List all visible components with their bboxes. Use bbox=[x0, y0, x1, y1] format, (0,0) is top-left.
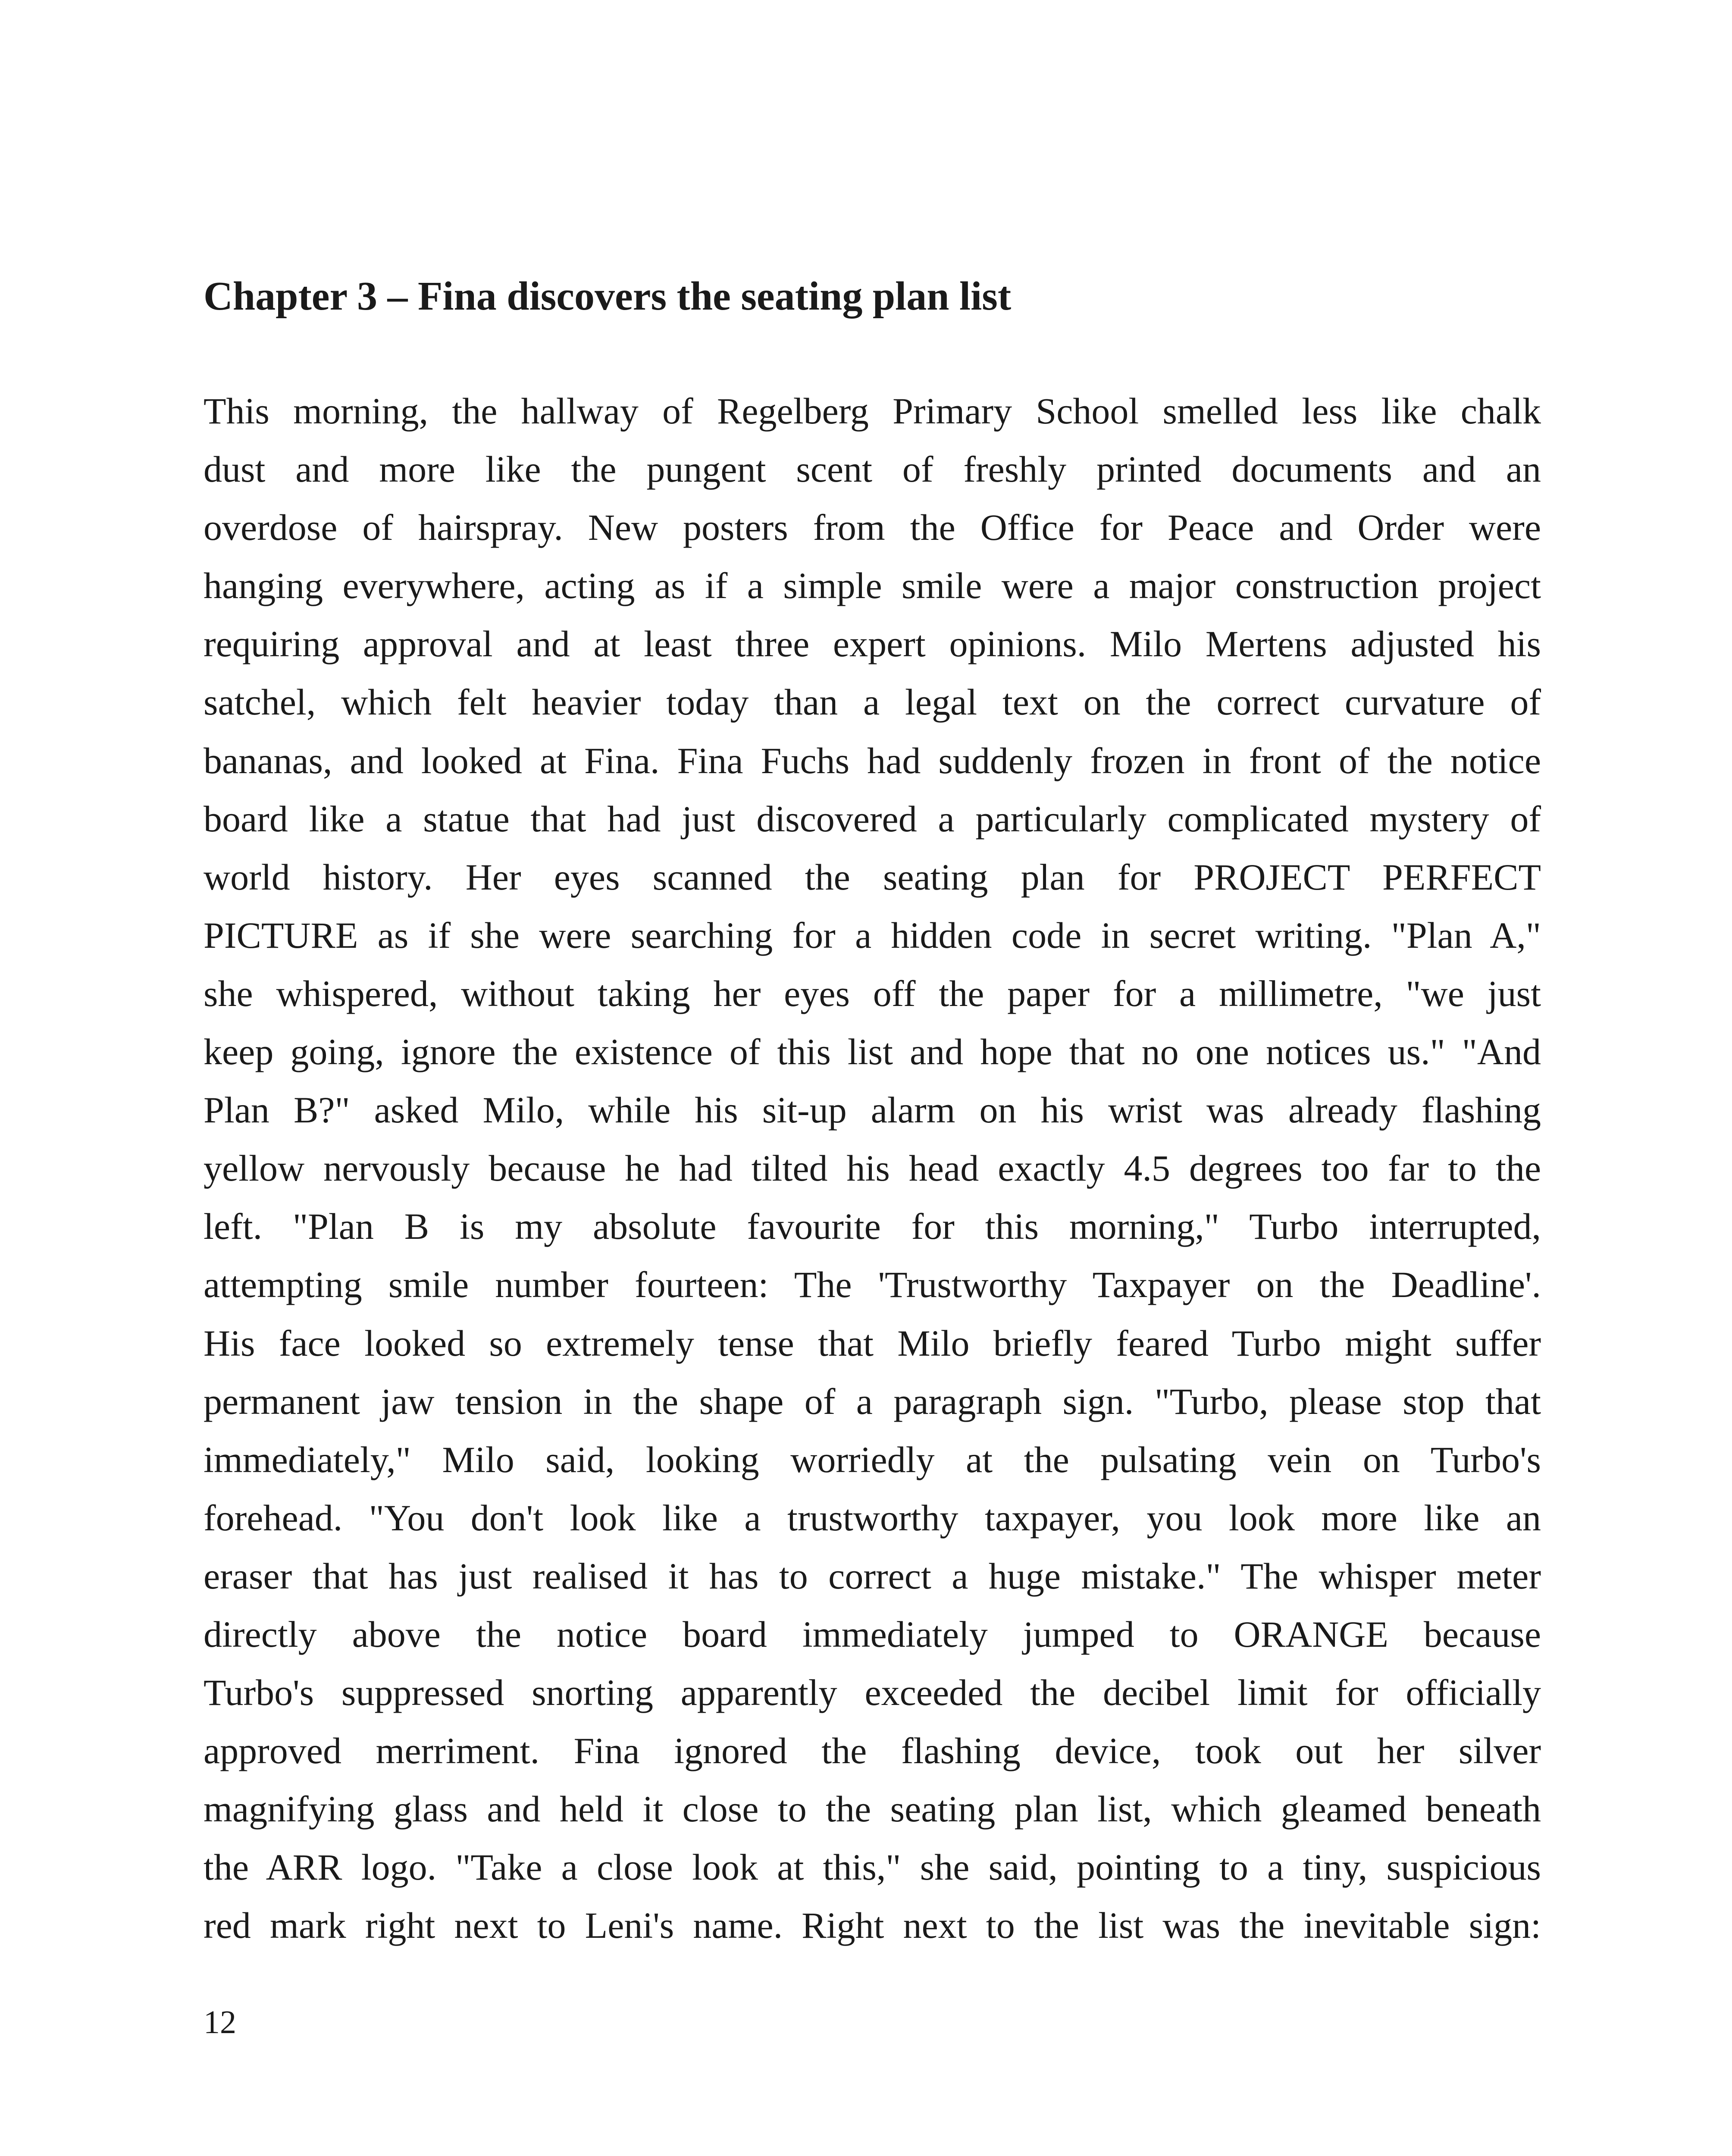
text-line: overdose of hairspray. New posters from the Office for Peace and Order were bbox=[204, 507, 1541, 548]
text-line: permanent jaw tension in the shape of a paragraph sign. "Turbo, please stop that bbox=[204, 1380, 1541, 1422]
page-number: 12 bbox=[204, 2004, 236, 2040]
text-line: keep going, ignore the existence of this list and hope that no one notices us." "And bbox=[204, 1031, 1541, 1073]
text-line: His face looked so extremely tense that Milo briefly feared Turbo might suffer bbox=[204, 1322, 1541, 1364]
text-line: bananas, and looked at Fina. Fina Fuchs had suddenly frozen in front of the notice bbox=[204, 740, 1541, 781]
text-line: dust and more like the pungent scent of freshly printed documents and an bbox=[204, 448, 1541, 490]
text-line: board like a statue that had just discovered a particularly complicated mystery of bbox=[204, 798, 1541, 840]
text-line: left. "Plan B is my absolute favourite for this morning," Turbo interrupted, bbox=[204, 1206, 1541, 1247]
text-line: immediately," Milo said, looking worriedly at the pulsating vein on Turbo's bbox=[204, 1438, 1541, 1480]
text-line: the ARR logo. "Take a close look at this," she said, pointing to a tiny, suspicious bbox=[204, 1846, 1541, 1888]
chapter-title: Chapter 3 – Fina discovers the seating plan list bbox=[204, 274, 1012, 319]
body-text bbox=[204, 382, 1541, 1955]
text-line: approved merriment. Fina ignored the flashing device, took out her silver bbox=[204, 1730, 1541, 1772]
text-line: red mark right next to Leni's name. Right next to the list was the inevitable sign: bbox=[204, 1905, 1541, 1946]
text-line: Turbo's suppressed snorting apparently exceeded the decibel limit for officially bbox=[204, 1672, 1541, 1714]
text-line: she whispered, without taking her eyes off the paper for a millimetre, "we just bbox=[204, 972, 1541, 1014]
text-line: yellow nervously because he had tilted his head exactly 4.5 degrees too far to the bbox=[204, 1147, 1541, 1189]
text-line: world history. Her eyes scanned the seating plan for PROJECT PERFECT bbox=[204, 856, 1541, 898]
text-line: attempting smile number fourteen: The 'Trustworthy Taxpayer on the Deadline'. bbox=[204, 1264, 1541, 1306]
text-line: hanging everywhere, acting as if a simple smile were a major construction project bbox=[204, 565, 1541, 607]
text-line: eraser that has just realised it has to correct a huge mistake." The whisper meter bbox=[204, 1555, 1541, 1597]
text-line: This morning, the hallway of Regelberg Primary School smelled less like chalk bbox=[204, 390, 1541, 432]
text-line: Plan B?" asked Milo, while his sit-up alarm on his wrist was already flashing bbox=[204, 1089, 1541, 1131]
text-line: magnifying glass and held it close to the seating plan list, which gleamed beneath bbox=[204, 1788, 1541, 1830]
text-line: PICTURE as if she were searching for a hidden code in secret writing. "Plan A," bbox=[204, 914, 1541, 956]
text-line: requiring approval and at least three expert opinions. Milo Mertens adjusted his bbox=[204, 623, 1541, 665]
text-line: satchel, which felt heavier today than a legal text on the correct curvature of bbox=[204, 681, 1541, 723]
text-line: forehead. "You don't look like a trustworthy taxpayer, you look more like an bbox=[204, 1497, 1541, 1539]
text-line: directly above the notice board immediately jumped to ORANGE because bbox=[204, 1613, 1541, 1655]
